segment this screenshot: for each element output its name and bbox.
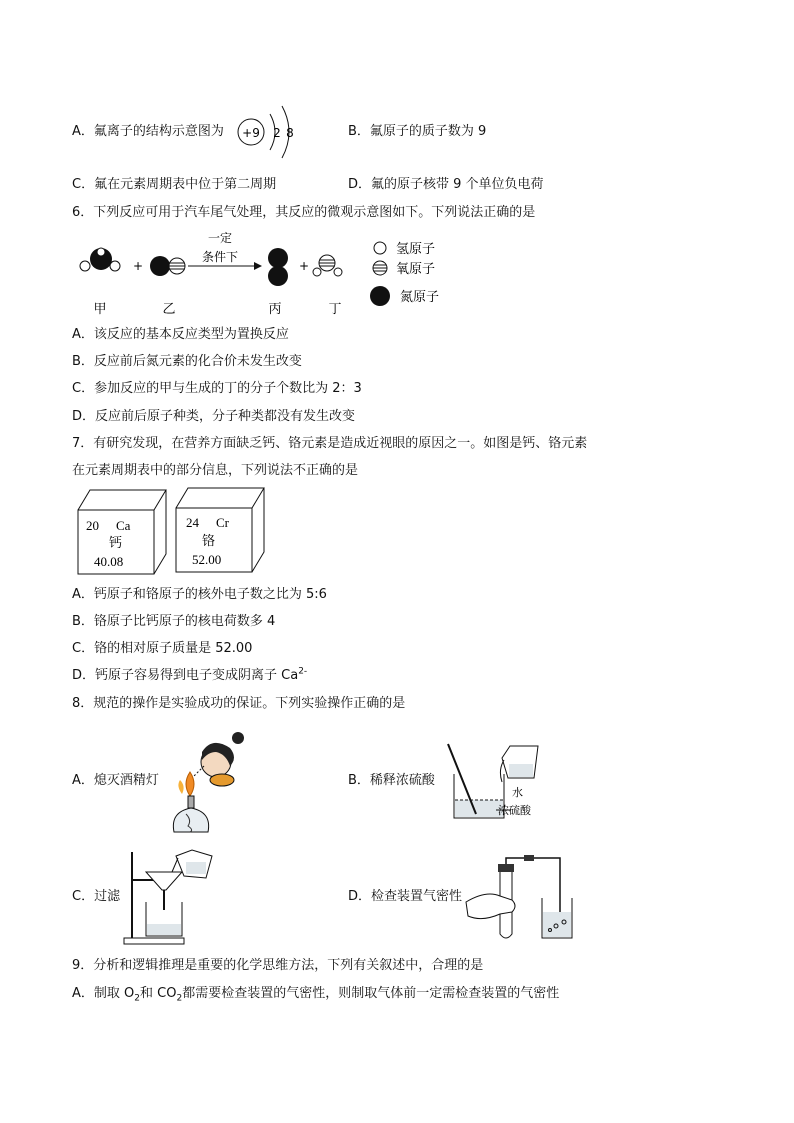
q7-option-d xyxy=(72,667,307,685)
legend xyxy=(370,242,439,306)
element-card-ca xyxy=(78,490,166,574)
q7-option-b: B．铬原子比钙原子的核电荷数多 4 xyxy=(72,614,276,629)
plus-sign-1: + xyxy=(132,259,144,273)
ion-charge: 2- xyxy=(298,666,308,677)
filtration-illustration xyxy=(122,848,222,946)
q5-option-c: C．氟在元素周期表中位于第二周期 xyxy=(72,177,277,192)
q5-option-d: D．氟的原子核带 9 个单位负电荷 xyxy=(348,177,544,192)
q8-option-d: D．检查装置气密性 xyxy=(348,889,463,904)
q9-a-part1: A．制取 O xyxy=(72,986,135,1001)
q6-option-a: A．该反应的基本反应类型为置换反应 xyxy=(72,327,289,342)
legend-n-label: 氮原子 xyxy=(400,290,440,305)
shell-1-electrons: 2 xyxy=(273,126,281,140)
molecule-jia xyxy=(80,248,120,271)
q6-reaction-diagram xyxy=(70,228,470,322)
fluoride-ion-structure-diagram xyxy=(232,100,302,164)
label-water: 水 xyxy=(512,786,523,799)
blow-out-alcohol-lamp-illustration xyxy=(160,722,250,838)
condition-bottom: 条件下 xyxy=(201,250,239,264)
q5-option-a-text: A．氟离子的结构示意图为 xyxy=(72,124,224,139)
q6-option-c: C．参加反应的甲与生成的丁的分子个数比为 2：3 xyxy=(72,381,362,396)
label-bing: 丙 xyxy=(268,302,282,317)
q9-stem: 9．分析和逻辑推理是重要的化学思维方法，下列有关叙述中，合理的是 xyxy=(72,958,484,973)
q7-option-d-text: D．钙原子容易得到电子变成阴离子 Ca xyxy=(72,668,299,683)
label-ding: 丁 xyxy=(328,302,342,317)
cr-mass: 52.00 xyxy=(192,552,222,567)
plus-sign-2: + xyxy=(298,259,310,273)
q8-option-a: A．熄灭酒精灯 xyxy=(72,773,159,788)
q9-a-part2: 和 CO xyxy=(140,986,177,1001)
q5-option-b: B．氟原子的质子数为 9 xyxy=(348,124,487,139)
molecule-bing xyxy=(268,248,288,286)
nucleus-charge: +9 xyxy=(242,126,260,140)
label-jia: 甲 xyxy=(93,302,107,317)
ca-name: 钙 xyxy=(109,536,123,551)
label-concentrated-sulfuric-acid: 浓硫酸 xyxy=(498,804,531,817)
q6-option-b: B．反应前后氮元素的化合价未发生改变 xyxy=(72,354,302,369)
q6-option-d: D．反应前后原子种类，分子种类都没有发生改变 xyxy=(72,409,356,424)
molecule-ding xyxy=(313,255,342,276)
q9-a-sub1: 2 xyxy=(134,993,140,1004)
cr-atomic-number: 24 xyxy=(186,515,199,530)
ca-atomic-number: 20 xyxy=(86,518,99,533)
q9-option-a xyxy=(72,985,559,1003)
q5-option-a xyxy=(72,123,224,141)
legend-h-symbol xyxy=(374,242,386,254)
label-yi: 乙 xyxy=(162,302,176,317)
airtightness-check-illustration xyxy=(464,850,574,944)
q7-option-a: A．钙原子和铬原子的核外电子数之比为 5:6 xyxy=(72,587,327,602)
legend-o-label: 氧原子 xyxy=(396,262,436,277)
q7-option-c: C．铬的相对原子质量是 52.00 xyxy=(72,641,253,656)
cr-symbol: Cr xyxy=(216,515,229,530)
legend-n-symbol xyxy=(370,286,390,306)
ca-mass: 40.08 xyxy=(94,554,124,569)
condition-top: 一定 xyxy=(207,231,233,245)
dilute-sulfuric-acid-illustration xyxy=(446,740,546,822)
legend-h-label: 氢原子 xyxy=(396,242,436,257)
q9-a-sub2: 2 xyxy=(176,993,183,1004)
molecule-yi xyxy=(150,256,185,276)
q7-stem-line1: 7．有研究发现，在营养方面缺乏钙、铬元素是造成近视眼的原因之一。如图是钙、铬元素 xyxy=(72,436,588,451)
q6-stem: 6．下列反应可用于汽车尾气处理，其反应的微观示意图如下。下列说法正确的是 xyxy=(72,205,536,220)
shell-2-electrons: 8 xyxy=(286,126,294,140)
q8-stem: 8．规范的操作是实验成功的保证。下列实验操作正确的是 xyxy=(72,696,406,711)
ca-symbol: Ca xyxy=(116,518,131,533)
q7-stem-line2: 在元素周期表中的部分信息，下列说法不正确的是 xyxy=(72,463,359,478)
q9-a-part3: 都需要检查装置的气密性，则制取气体前一定需检查装置的气密性 xyxy=(182,986,560,1001)
q8-option-c: C．过滤 xyxy=(72,889,121,904)
q8-option-b: B．稀释浓硫酸 xyxy=(348,773,435,788)
element-cards xyxy=(76,486,276,578)
element-card-cr xyxy=(176,488,264,572)
cr-name: 铬 xyxy=(202,534,216,549)
